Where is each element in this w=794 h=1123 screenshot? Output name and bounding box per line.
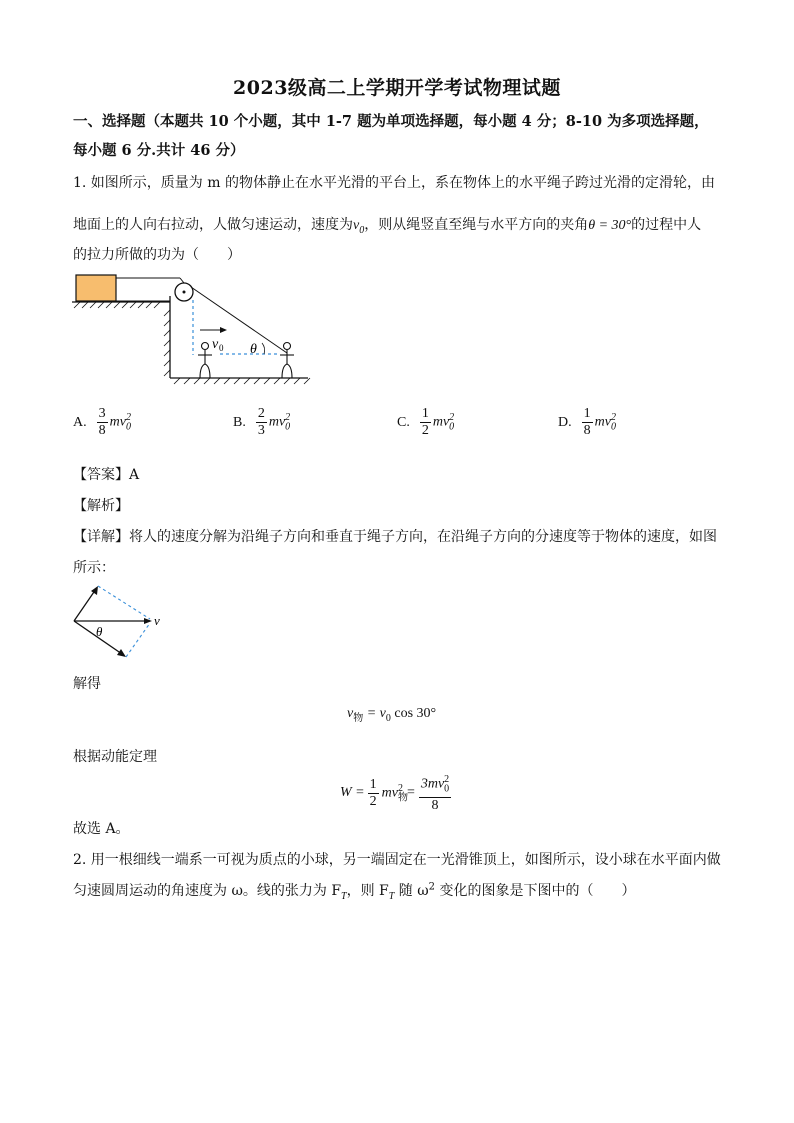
q1-line2: 地面上的人向右拉动，人做匀速运动，速度为$v_0$，则从绳竖直至绳与水平方向的夹角θ = 30°的过程中人 [73, 217, 702, 236]
pulley-figure [70, 270, 315, 385]
q2-line2: 匀速圆周运动的角速度为 ω。线的张力为 $F_T$，则 $F_T$ 随 $\omega^2$ 变化的图象是下图中的（ ） [73, 881, 636, 902]
option-d[interactable]: D. $\frac{1}{8}$ $mv_0^2$ [558, 406, 616, 438]
section-heading-line1: 一、选择题（本题共 10 个小题，其中 1-7 题为单项选择题，每小题 4 分；8-10 为多项选择题， [73, 113, 709, 130]
q2-line1: 2. 用一根细线一端系一可视为质点的小球，另一端固定在一光滑锥顶上，如图所示，设小球在水平面内做 [73, 852, 721, 868]
vec-v-label: v [154, 613, 160, 628]
vector-diagram [70, 583, 170, 663]
theta-label: θ [250, 342, 257, 357]
equation-1: $v_物 = v_0$ cos 30° [347, 706, 437, 724]
section-heading-line2: 每小题 6 分.共计 46 分） [73, 142, 245, 159]
conclusion: 故选 A。 [73, 821, 130, 837]
detail-line2: 所示： [73, 560, 115, 576]
answer: 【答案】A [73, 467, 140, 483]
rope-slanted [191, 287, 287, 353]
option-a[interactable]: A. $\frac{3}{8}$ $mv_0^2$ [73, 406, 131, 438]
solve-label: 解得 [73, 676, 101, 692]
option-c[interactable]: C. $\frac{1}{2}$ $mv_0^2$ [397, 406, 455, 438]
equation-2: W = $\frac{1}{2}$ $mv_物^2$ = $\frac{3mv_0^2}{8}$ [340, 774, 450, 814]
block [76, 275, 116, 301]
svg-text:0: 0 [219, 343, 224, 353]
q1-line3: 的拉力所做的功为（ ） [73, 247, 241, 263]
analysis-heading: 【解析】 [73, 498, 129, 514]
vector-perp [74, 589, 96, 621]
v0-label: v [212, 337, 219, 352]
person-right [280, 343, 294, 379]
person-left [198, 343, 212, 379]
theorem-label: 根据动能定理 [73, 749, 157, 765]
option-b[interactable]: B. $\frac{2}{3}$ $mv_0^2$ [233, 406, 291, 438]
detail-line1: 【详解】将人的速度分解为沿绳子方向和垂直于绳子方向，在沿绳子方向的分速度等于物体的速度，如图 [73, 529, 717, 545]
vec-theta-label: θ [96, 624, 103, 639]
q1-line1: 1. 如图所示，质量为 m 的物体静止在水平光滑的平台上，系在物体上的水平绳子跨过光滑的定滑轮，由 [73, 175, 715, 191]
page-title: 2023级高二上学期开学考试物理试题 [233, 77, 561, 99]
